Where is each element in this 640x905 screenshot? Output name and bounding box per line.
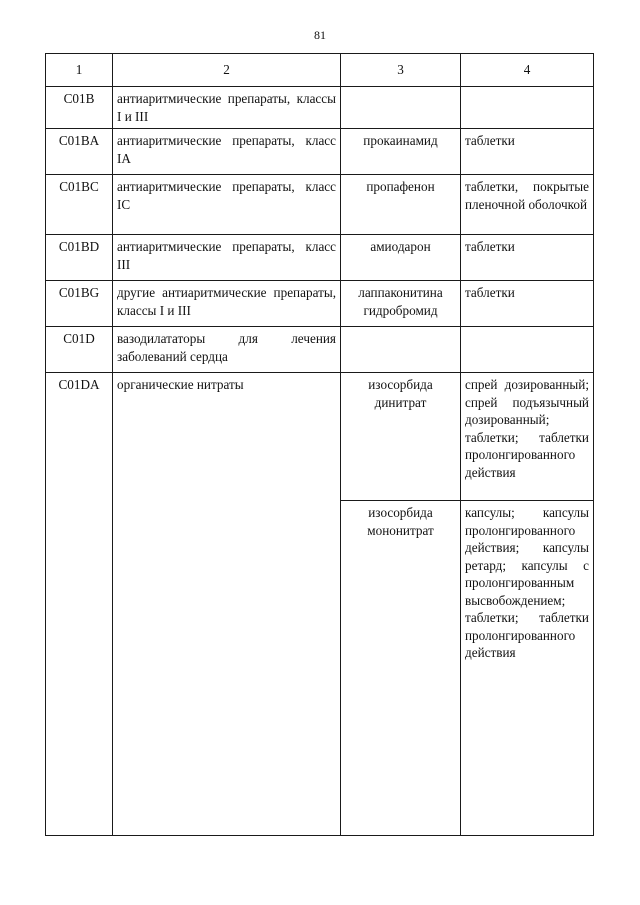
column-header: 4 xyxy=(461,54,594,87)
group-name: вазодилататоры для лечения заболеваний сердца xyxy=(113,327,341,373)
dosage-form: спрей дозированный; спрей подъязычный дозированный; таблетки; таблетки пролонгированного действия xyxy=(461,373,594,501)
drug-name: амиодарон xyxy=(341,235,461,281)
drug-name: пропафенон xyxy=(341,175,461,235)
header-row xyxy=(46,54,594,87)
drug-name xyxy=(341,327,461,373)
atc-code: C01BG xyxy=(46,281,113,327)
table-row xyxy=(46,129,594,175)
drug-name: изосорбида мононитрат xyxy=(341,501,461,836)
table-row xyxy=(46,281,594,327)
atc-code: C01DA xyxy=(46,373,113,836)
dosage-form: таблетки xyxy=(461,129,594,175)
atc-code: C01BC xyxy=(46,175,113,235)
table-row xyxy=(46,327,594,373)
atc-code: C01B xyxy=(46,87,113,129)
atc-code: C01D xyxy=(46,327,113,373)
drug-name: прокаинамид xyxy=(341,129,461,175)
atc-code: C01BD xyxy=(46,235,113,281)
group-name: антиаритмические препараты, класс III xyxy=(113,235,341,281)
dosage-form: таблетки xyxy=(461,235,594,281)
group-name: органические нитраты xyxy=(113,373,341,836)
table-row xyxy=(46,373,594,501)
drug-name: изосорбида динитрат xyxy=(341,373,461,501)
group-name: антиаритмические препараты, классы I и III xyxy=(113,87,341,129)
dosage-form xyxy=(461,327,594,373)
drug-table xyxy=(45,53,594,836)
page-number: 81 xyxy=(314,28,326,42)
drug-name: лаппаконитина гидробромид xyxy=(341,281,461,327)
table-row xyxy=(46,87,594,129)
atc-code: C01BA xyxy=(46,129,113,175)
dosage-form: капсулы; капсулы пролонгированного действия; капсулы ретард; капсулы с пролонгированным высвобождением; таблетки; таблетки пролонгированного действия xyxy=(461,501,594,836)
column-header: 1 xyxy=(46,54,113,87)
table-row xyxy=(46,175,594,235)
dosage-form: таблетки, покрытые пленочной оболочкой xyxy=(461,175,594,235)
dosage-form: таблетки xyxy=(461,281,594,327)
drug-name xyxy=(341,87,461,129)
group-name: другие антиаритмические препараты, классы I и III xyxy=(113,281,341,327)
column-header: 2 xyxy=(113,54,341,87)
group-name: антиаритмические препараты, класс IA xyxy=(113,129,341,175)
table-row xyxy=(46,235,594,281)
dosage-form xyxy=(461,87,594,129)
group-name: антиаритмические препараты, класс IC xyxy=(113,175,341,235)
column-header: 3 xyxy=(341,54,461,87)
